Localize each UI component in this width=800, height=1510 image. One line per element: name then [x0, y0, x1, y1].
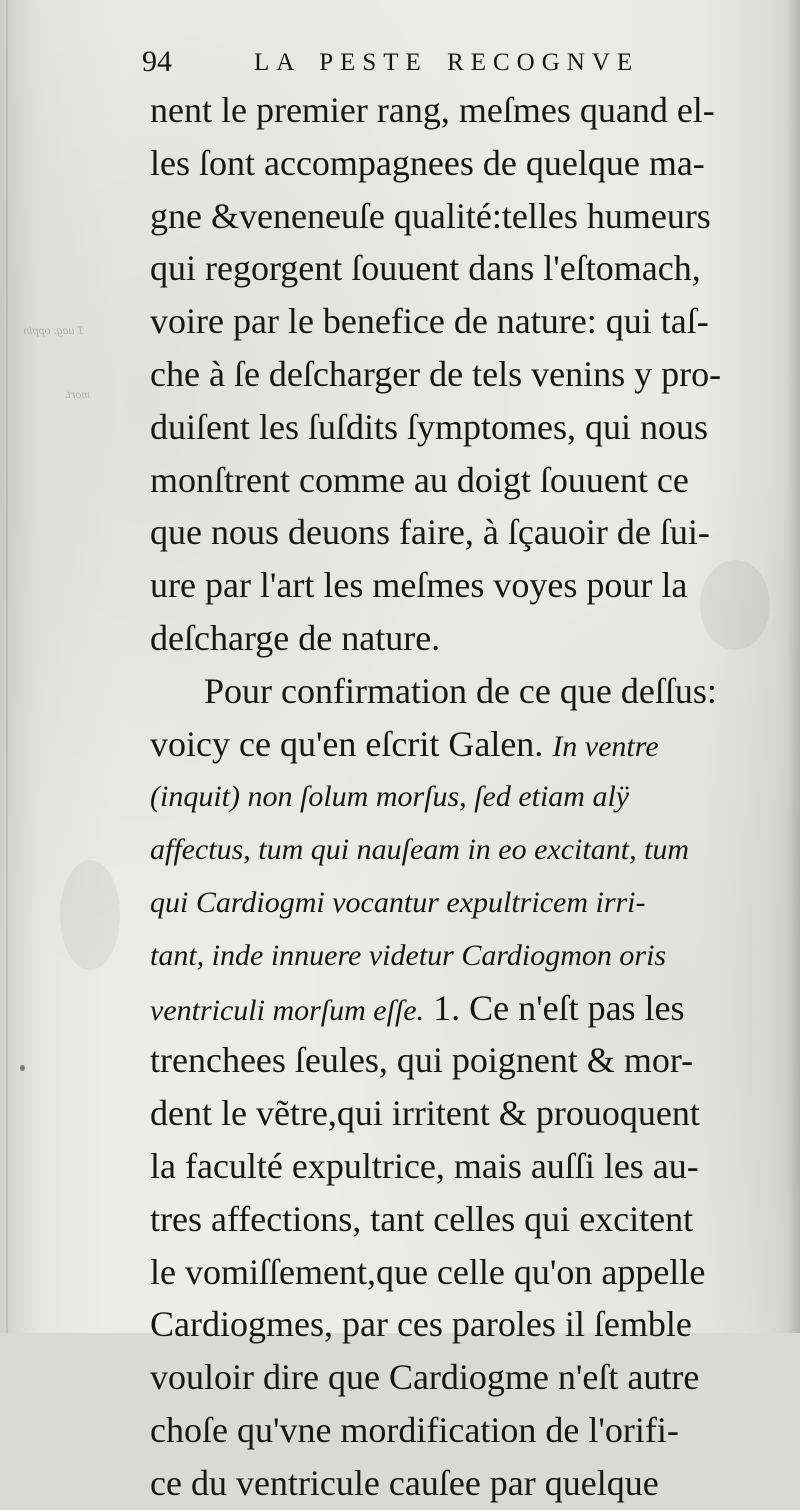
- paragraph-start-line: Pour confirmation de ce que deſſus:: [204, 670, 717, 711]
- latin-quote-line: qui Cardiogmi vocantur expultricem irri-: [150, 885, 646, 919]
- body-text: [150, 84, 740, 1510]
- text-line: la faculté expultrice, mais auſſi les au-: [150, 1145, 699, 1186]
- gutter-fold: [6, 0, 8, 1333]
- text-line: voicy ce qu'en eſcrit Galen. In ventre: [150, 723, 659, 764]
- text-line: vouloir dire que Cardiogme n'eſt autre: [150, 1357, 700, 1398]
- text-line: ure par l'art les meſmes voyes pour la: [150, 565, 688, 606]
- latin-quote-line: affectus, tum qui nauſeam in eo excitant, tum: [150, 833, 690, 867]
- text-line: nent le premier rang, meſmes quand el-: [150, 90, 715, 130]
- text-line: qui regorgent ſouuent dans l'eſtomach,: [150, 248, 701, 289]
- running-title: LA PESTE RECOGNVE: [254, 49, 640, 76]
- text-line: Cardiogmes, par ces paroles il ſemble: [150, 1304, 692, 1345]
- paper-stain: [60, 860, 120, 970]
- text-line: ce du ventricule cauſee par quelque: [150, 1462, 659, 1503]
- text-line: dent le vẽtre,qui irritent & prouoquent: [150, 1093, 700, 1134]
- text-line: deſcharge de nature.: [150, 617, 441, 658]
- latin-quote: ventriculi morſum eſſe.: [150, 993, 425, 1027]
- text-line: ventriculi morſum eſſe. 1. Ce n'eſt pas les: [150, 987, 685, 1028]
- text-line: voire par le benefice de nature: qui taſ-: [150, 301, 709, 342]
- text-line: tres affections, tant celles qui excitent: [150, 1198, 694, 1239]
- text-line: trenchees ſeules, qui poignent & mor-: [150, 1040, 694, 1081]
- text-line: monſtrent comme au doigt ſouuent ce: [150, 459, 689, 500]
- page-edge-shadow: [786, 0, 800, 1333]
- show-through-text: mort.: [64, 387, 90, 401]
- ink-speck: [20, 1065, 25, 1071]
- text-line: duiſent les ſuſdits ſymptomes, qui nous: [150, 406, 708, 447]
- show-through-text: T uag. oppin: [23, 323, 84, 337]
- latin-quote-line: tant, inde innuere videtur Cardiogmon oris: [150, 938, 667, 972]
- text-line: gne &veneneuſe qualité:telles humeurs: [150, 195, 711, 236]
- latin-quote: In ventre: [552, 729, 659, 763]
- text-line: que nous deuons faire, à ſçauoir de ſui-: [150, 512, 710, 553]
- text-line: che à ſe deſcharger de tels venins y pro-: [150, 353, 722, 394]
- running-header: [142, 42, 742, 82]
- text-line: choſe qu'vne mordification de l'orifi-: [150, 1409, 679, 1450]
- text-line: les ſont accompagnees de quelque ma-: [150, 142, 705, 183]
- text-line: le vomiſſement,que celle qu'on appelle: [150, 1251, 706, 1292]
- page-number: 94: [142, 45, 172, 78]
- latin-quote-line: (inquit) non ſolum morſus, ſed etiam alÿ: [150, 780, 630, 814]
